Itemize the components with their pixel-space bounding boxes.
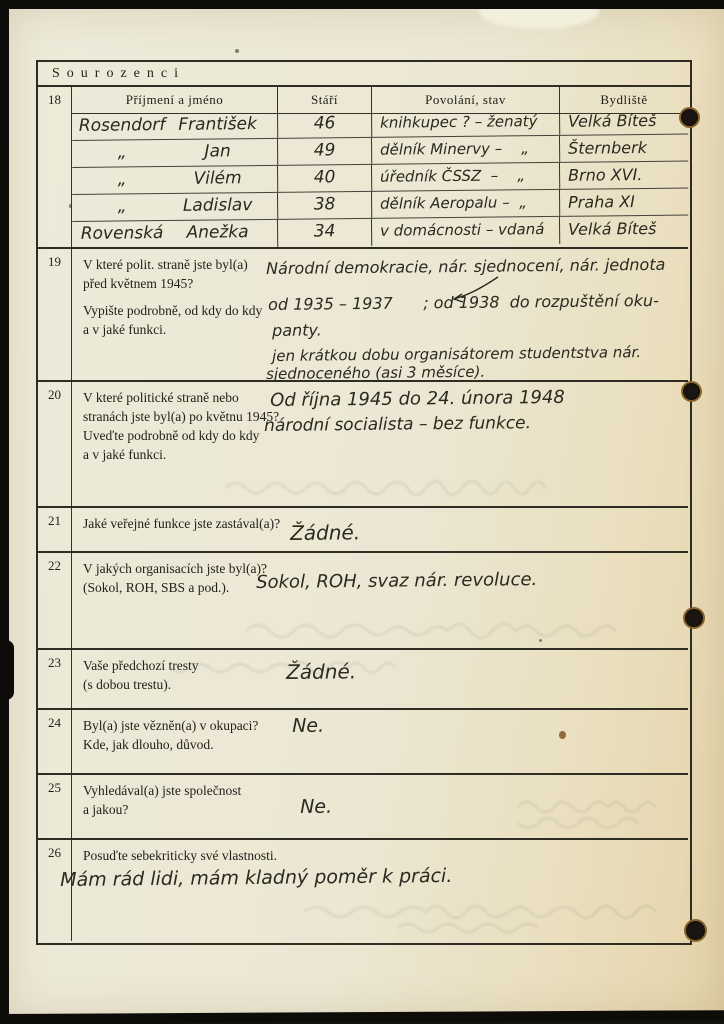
question-text: V jakých organisacích jste byl(a)? (Sokol, ROH, SBS a pod.). (83, 561, 267, 595)
sibling-surname: Rovenská (80, 223, 164, 244)
question-text: Vaše předchozí tresty (s dobou trestu). (83, 658, 199, 692)
question-number: 18 (38, 87, 72, 247)
sibling-occupation: dělník Minervy – „ (371, 136, 559, 164)
question-text: Byl(a) jste vězněn(a) v okupaci? Kde, jak dlouho, důvod. (83, 718, 259, 752)
question-number: 21 (48, 513, 61, 528)
section-23 (38, 650, 688, 710)
sibling-surname-ditto: „ (117, 169, 127, 190)
column-header-age: Stáří (277, 87, 371, 113)
sibling-occupation: dělník Aeropalu – „ (371, 190, 559, 218)
ink-arrow-mark (450, 275, 500, 305)
sibling-occupation: v domácnosti – vdaná (371, 217, 559, 246)
handwritten-answer: Ne. (292, 714, 325, 737)
handwritten-answer: Ne. (300, 795, 333, 818)
question-number: 22 (48, 558, 61, 573)
section-24 (38, 710, 688, 775)
punch-hole (686, 921, 705, 940)
question-number: 25 (48, 780, 61, 795)
section-18-siblings (38, 87, 688, 249)
handwritten-answer: Sokol, ROH, svaz nár. revoluce. (256, 569, 538, 593)
form-table (36, 60, 692, 945)
scan-edge-left (0, 0, 9, 1024)
sibling-residence: Brno XVI. (559, 162, 688, 189)
handwritten-answer: od 1935 – 1937 ; od 1938 do rozpuštění oku- (268, 290, 659, 314)
sibling-age: 49 (277, 138, 371, 165)
section-21 (38, 508, 688, 553)
handwritten-answer: Žádné. (286, 659, 357, 684)
siblings-label: Sourozenci (52, 66, 185, 81)
sibling-surname-ditto: „ (117, 196, 127, 217)
handwritten-answer: Od října 1945 do 24. února 1948 (270, 386, 565, 411)
sibling-given-name: Vilém (193, 168, 242, 189)
handwritten-answer: národní socialista – bez funkce. (264, 413, 532, 436)
handwritten-answer: Národní demokracie, nár. sjednocení, nár. jednota (266, 254, 666, 278)
question-number: 26 (48, 845, 61, 860)
sibling-residence: Šternberk (559, 135, 688, 162)
question-text: Posuďte sebekriticky své vlastnosti. (83, 848, 277, 863)
punch-hole (683, 383, 700, 400)
section-22 (38, 553, 688, 650)
bleed-through-mark (98, 619, 618, 641)
punch-hole (681, 109, 698, 126)
sibling-age: 34 (277, 219, 371, 247)
handwritten-answer: jen krátkou dobu organisátorem studentstva nár. (272, 343, 642, 365)
sibling-surname-ditto: „ (117, 142, 127, 163)
sibling-occupation: knihkupec ? – ženatý (371, 109, 559, 137)
sibling-age: 38 (277, 192, 371, 219)
sibling-given-name: Jan (204, 141, 231, 162)
handwritten-answer: sjednoceného (asi 3 měsíce). (266, 362, 486, 383)
column-header-residence: Bydliště (559, 87, 688, 113)
sibling-given-name: František (178, 114, 257, 135)
scan-edge-top (0, 0, 724, 9)
ink-stain (559, 731, 566, 739)
sibling-residence: Praha XI (559, 189, 688, 216)
section-19 (38, 249, 688, 382)
column-header-occupation: Povolání, stav (371, 87, 559, 113)
question-number: 23 (48, 655, 61, 670)
scan-edge-left-blob (0, 640, 14, 700)
sibling-occupation: úředník ČSSZ – „ (371, 163, 559, 191)
sibling-residence: Velká Bíteš (559, 108, 688, 135)
question-number: 24 (48, 715, 61, 730)
siblings-section-header (38, 62, 690, 87)
bleed-through-mark (128, 474, 548, 498)
sibling-given-name: Anežka (186, 222, 249, 243)
bleed-through-mark (418, 795, 658, 831)
bleed-through-mark (78, 900, 658, 936)
paper-speck (539, 639, 542, 642)
question-number: 19 (48, 254, 61, 269)
column-header-name: Příjmení a jméno (125, 92, 224, 107)
section-20 (38, 382, 688, 508)
bleed-through-mark (98, 656, 398, 676)
question-number: 20 (48, 387, 61, 402)
section-26 (38, 840, 688, 941)
handwritten-answer: panty. (272, 320, 322, 340)
question-text: V které polit. straně jste byl(a) před květnem 1945? Vypište podrobně, od kdy do kdy a v jaké funkci. (83, 257, 263, 337)
sibling-age: 46 (277, 111, 371, 138)
section-25 (38, 775, 688, 840)
table-row (72, 216, 688, 249)
question-text: Vyhledával(a) jste společnost a jakou? (83, 783, 242, 817)
sibling-given-name: Ladislav (182, 195, 253, 216)
question-text: V které politické straně nebo stranách jste byl(a) po květnu 1945? Uveďte podrobně od kdy do kdy a v jaké funkci. (83, 390, 280, 462)
sibling-surname: Rosendorf (78, 115, 166, 136)
sibling-age: 40 (277, 165, 371, 192)
handwritten-answer: Mám rád lidi, mám kladný poměr k práci. (60, 864, 453, 891)
handwritten-answer: Žádné. (290, 520, 361, 545)
paper-speck (235, 49, 239, 53)
paper-speck (69, 204, 72, 208)
question-text: Jaké veřejné funkce jste zastával(a)? (83, 516, 281, 531)
sibling-residence: Velká Bíteš (559, 216, 688, 244)
paper-sheet (9, 9, 724, 1016)
punch-hole (685, 609, 703, 627)
